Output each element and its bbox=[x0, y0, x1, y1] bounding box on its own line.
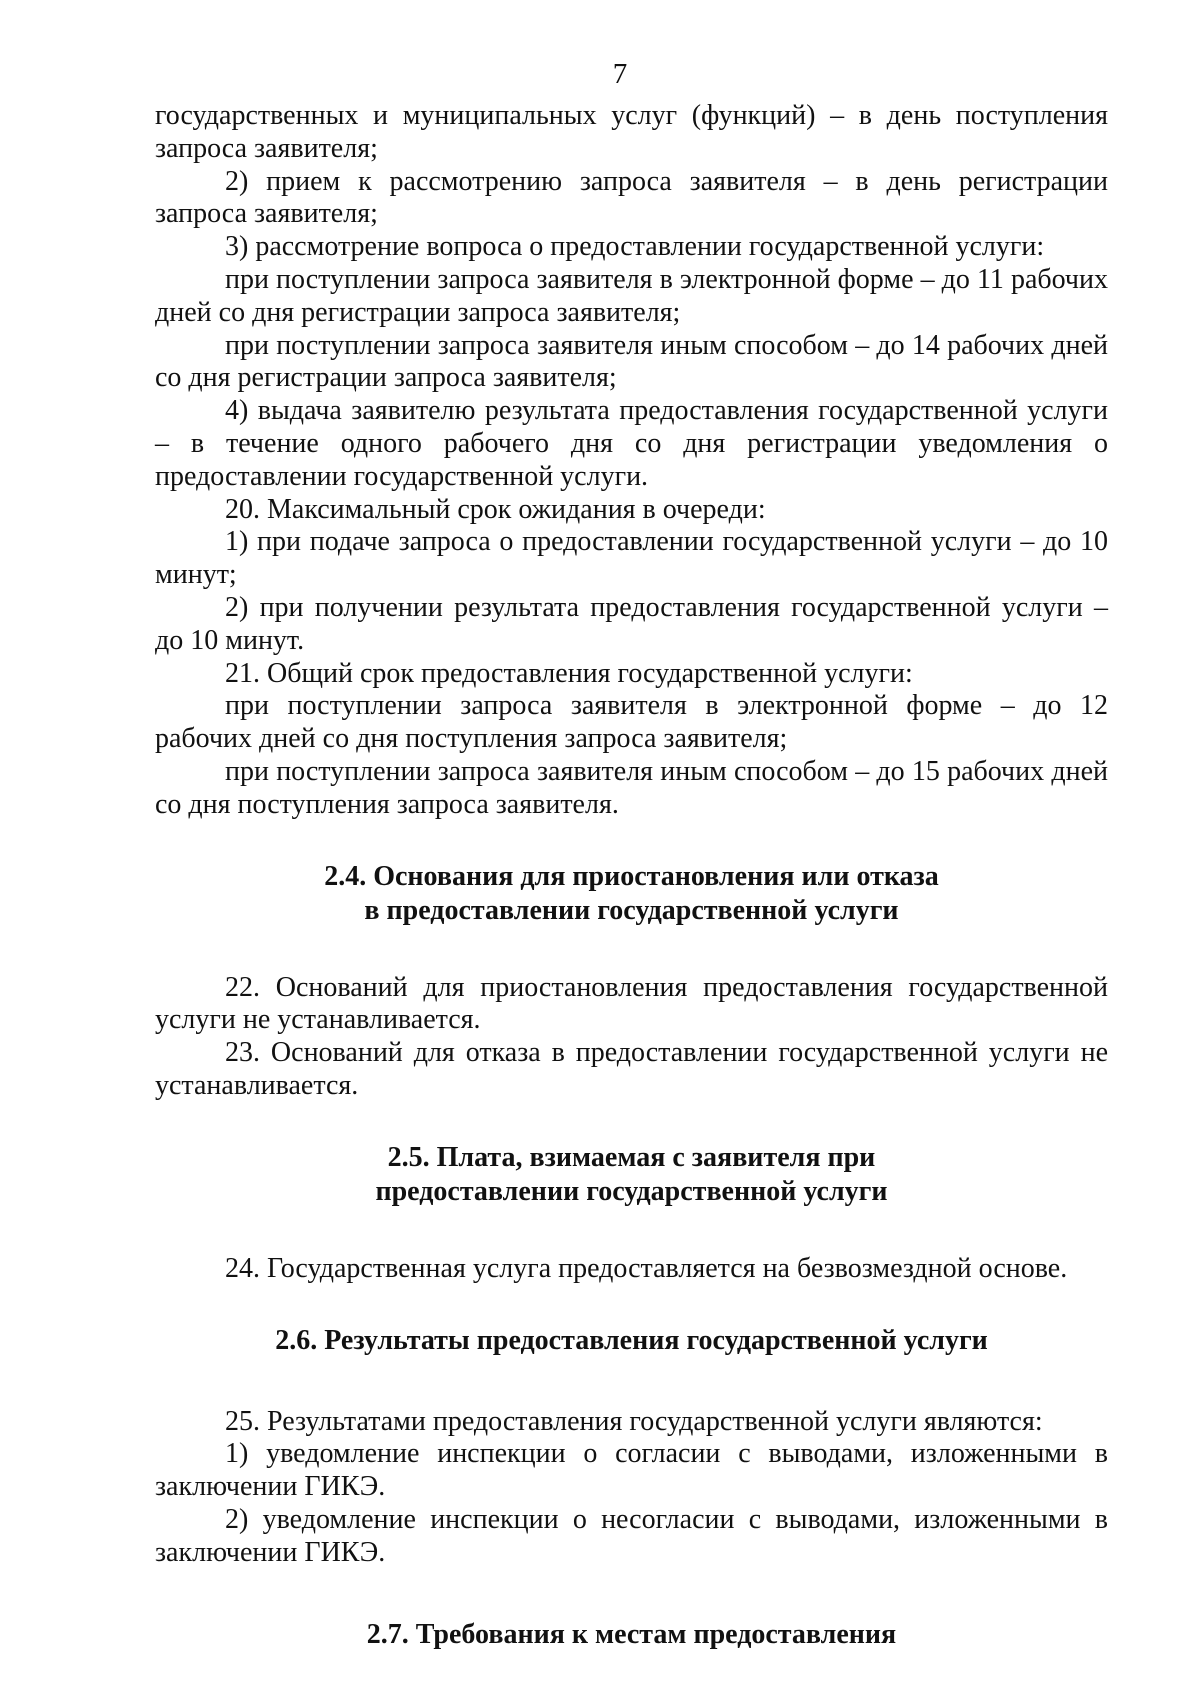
spacer bbox=[155, 928, 1108, 972]
paragraph-21: 21. Общий срок предоставления государственной услуги: bbox=[225, 657, 913, 689]
paragraph-25-item-2: 2) уведомление инспекции о несогласии с выводами, изложенными в заключении ГИКЭ. bbox=[155, 1503, 1108, 1568]
paragraph-20-item-1: 1) при подаче запроса о предоставлении государственной услуги – до 10 минут; bbox=[155, 526, 1108, 591]
paragraph-item-3: 3) рассмотрение вопроса о предоставлении государственной услуги: bbox=[225, 231, 1045, 263]
section-2-5-heading-line1: 2.5. Плата, взимаемая с заявителя при bbox=[387, 1141, 876, 1173]
paragraph-item-3-other: при поступлении запроса заявителя иным способом – до 14 рабочих дней со дня регистрации запроса заявителя; bbox=[155, 329, 1108, 394]
paragraph-20-item-2: 2) при получении результата предоставления государственной услуги – до 10 минут. bbox=[155, 591, 1108, 656]
document-body bbox=[155, 100, 1108, 1652]
paragraph-22: 22. Оснований для приостановления предоставления государственной услуги не устанавливается. bbox=[155, 971, 1108, 1036]
spacer bbox=[155, 822, 1108, 860]
paragraph-20: 20. Максимальный срок ожидания в очереди: bbox=[225, 493, 766, 525]
section-2-4-heading-line1: 2.4. Основания для приостановления или отказа bbox=[324, 860, 939, 892]
spacer bbox=[155, 1209, 1108, 1253]
spacer bbox=[155, 1570, 1108, 1618]
paragraph-25-item-1: 1) уведомление инспекции о согласии с выводами, изложенными в заключении ГИКЭ. bbox=[155, 1438, 1108, 1503]
paragraph-21-other: при поступлении запроса заявителя иным способом – до 15 рабочих дней со дня поступления запроса заявителя. bbox=[155, 755, 1108, 820]
section-2-6-heading: 2.6. Результаты предоставления государственной услуги bbox=[275, 1324, 988, 1356]
spacer bbox=[155, 1358, 1108, 1406]
section-2-7-heading: 2.7. Требования к местам предоставления bbox=[366, 1618, 897, 1650]
paragraph-21-electronic: при поступлении запроса заявителя в электронной форме – до 12 рабочих дней со дня поступления запроса заявителя; bbox=[155, 690, 1108, 755]
page-number: 7 bbox=[612, 58, 628, 90]
paragraph-24: 24. Государственная услуга предоставляется на безвозмездной основе. bbox=[225, 1252, 1068, 1284]
paragraph-item-2: 2) прием к рассмотрению запроса заявителя – в день регистрации запроса заявителя; bbox=[155, 165, 1108, 230]
section-2-5-heading-line2: предоставлении государственной услуги bbox=[375, 1175, 888, 1207]
paragraph-intro: государственных и муниципальных услуг (функций) – в день поступления запроса заявителя; bbox=[155, 100, 1108, 164]
paragraph-23: 23. Оснований для отказа в предоставлении государственной услуги не устанавливается. bbox=[155, 1037, 1108, 1101]
paragraph-25: 25. Результатами предоставления государственной услуги являются: bbox=[225, 1405, 1043, 1437]
spacer bbox=[155, 1286, 1108, 1324]
section-2-4-heading-line2: в предоставлении государственной услуги bbox=[364, 894, 899, 926]
spacer bbox=[155, 1103, 1108, 1141]
paragraph-item-4: 4) выдача заявителю результата предоставления государственной услуги – в течение одного рабочего дня со дня регистрации уведомления о предоставлении государственной услуги. bbox=[155, 395, 1108, 492]
paragraph-item-3-electronic: при поступлении запроса заявителя в электронной форме – до 11 рабочих дней со дня регистрации запроса заявителя; bbox=[155, 263, 1108, 328]
